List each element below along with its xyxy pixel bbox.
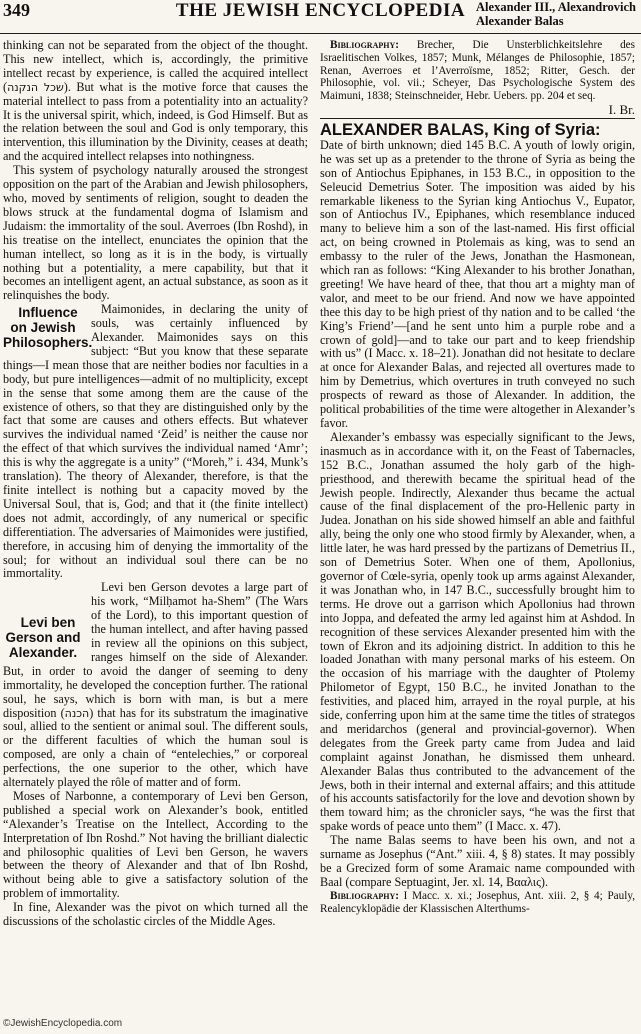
page-number: 349 <box>3 0 30 20</box>
hebrew-term: שכל הנקנה <box>7 80 64 94</box>
paragraph: In fine, Alexander was the pivot on which turned all the discussions of the scholastic circles of the Middle Ages. <box>3 900 308 929</box>
running-head-first: Alexander III., Alexandrovich <box>476 0 636 14</box>
bibliography: Bibliography: I Macc. x. xi.; Josephus, Ant. xiii. 2, § 4; Pauly, Realencyklopädie der Klassischen Alterthums- <box>320 889 635 915</box>
side-heading: Influence on Jewish Philosophers. <box>3 305 93 351</box>
page-header <box>0 0 641 34</box>
running-head-last: Alexander Balas <box>476 14 564 28</box>
side-heading: Levi ben Gerson and Alexander. <box>5 615 81 661</box>
footer-copyright: ©JewishEncyclopedia.com <box>3 1018 123 1029</box>
bibliography-label: Bibliography: <box>330 39 399 51</box>
article-title: ALEXANDER BALAS, King of Syria: <box>320 118 635 139</box>
running-head-entries <box>476 0 636 28</box>
paragraph: Influence on Jewish Philosophers. Maimonides, in declaring the unity of souls, was certainly influenced by Alexander. Maimonides says on this subject: “But you know that these separate things—I mean those that are neither bodies nor faculties in a body, but pure intelligences—admit of no multiplicity, except in the sense that some among them are the cause of the existence of others, so that they are distinguished only by the fact that some are causes and others effects. But whatever survives the individual named ‘Zeid’ is neither the cause nor the effect of that which survives the individual named ‘Amr’; this is why the aggregate is a unity” (“Moreh,” i. 434, Munk’s translation). The theory of Alexander, therefore, is that the finite intellect is nothing but a capacity moved by the Universal Soul, that is, God; and that it (the finite intellect) does not admit, accordingly, of any numerical or specific differentiation. The adversaries of Maimonides were justified, therefore, in accusing him of denying the immortality of the soul; for without an individual soul there can be no immortality. <box>3 302 308 581</box>
hebrew-term: הכנה <box>64 706 90 720</box>
paragraph: Levi ben Gerson and Alexander. Levi ben Gerson devotes a large part of his work, “Milḥamot ha-Shem” (The Wars of the Lord), to this important question of the human intellect, and after having passed in review all the opinions on this subject, ranges himself on the side of Alexander. But, in order to avoid the danger of seeming to deny immortality, he developed the conception further. The rational soul, he says, which is born with man, is but a mere disposition (הכנה) that has for its substratum the imaginative soul, allied to the sentient or animal soul. The different souls, or the different faculties of which the human soul is composed, are only a chain of “entelechies,” or corporeal perfections, the one superior to the other, which have alternately played the rôle of matter and of form. <box>3 580 308 790</box>
paragraph: Alexander’s embassy was especially significant to the Jews, inasmuch as in accordance with it, on the Feast of Tabernacles, 152 B.C., Jonathan assumed the holy garb of the high-priesthood, and therewith became the spiritual head of the Jewish people. Indirectly, Alexander thus became the actual cause of the final displacement of the pro-Hellenic party in Judea. Jonathan on his side showed himself an able and faithful ally, being the only one who stood firmly by Alexander, when, a little later, he was hard pressed by the partizans of Demetrius II., son of Demetrius Soter. When one of them, Apollonius, governor of Cœle-syria, openly took up arms against Alexander, it was Jonathan who, in 147 B.C., successfully brought him to terms. He drove out a garrison which Apollonius had thrown into Joppa, and defeated the army led against him at Ashdod. In recognition of these services Alexander presented him with the town of Ekron and its adjoining district. In addition to this he loaded Jonathan with many personal marks of his esteem. On the occasion of his marriage with the daughter of Ptolemy Philometor of Egypt, 150 B.C., he invited Jonathan to the festivities, and placed him, arrayed in the royal purple, at his side, conferring upon him at the same time the titles of strategos and meridarchos (general and provincial-governor). When delegates from the Greek party came from Judea and laid complaint against Jonathan, he dismissed them unheard. Alexander Balas thus contributed to the advancement of the Jews, both in their internal and external affairs; and this attitude of his accounts satisfactorily for the love and devotion shown by them toward him; as the chronicler says, “he was the first that spake words of peace unto them” (I Macc. x. 47). <box>320 429 635 834</box>
paragraph: Date of birth unknown; died 145 B.C. A youth of lowly origin, he was set up as a pretender to the throne of Syria as being the son of Antiochus Epiphanes, in 153 B.C., in opposition to the Seleucid Demetrius Soter. The imposition was aided by his remarkable likeness to the Syrian king Antiochus V., Eupator, son of Antiochus IV., Epiphanes, which resemblance induced many to believe him a son of the last-named. His first official act, on being crowned in Ptolemais as king, was to send an embassy to the ruler of the Jews, Jonathan the Hasmonean, which ran as follows: “King Alexander to his brother Jonathan, greeting! We have heard of thee, that thou art a mighty man of valor, and meet to be our friend. And now we have appointed thee this day to be high priest of thy nation and to be called ‘the King’s Friend’—[and he sent unto him a purple robe and a crown of gold]—and to take our part and to keep friendship with us” (I Macc. x. 18–21). Jonathan did not hesitate to declare at once for Alexander Balas, and rejected all overtures made to him by Demetrius, which overtures in truth conveyed no such prospects of reward as those of Alexander. In addition, the political probabilities of the time were altogether in Alexander’s favor. <box>320 137 635 431</box>
paragraph: The name Balas seems to have been his own, and not a surname as Josephus (“Ant.” xiii. 4, § 8) states. It may possibly be a Grecized form of some Aramaic name compounded with Baal (compare Septuagint, Jer. xl. 14, Βααλις). <box>320 833 635 889</box>
paragraph: This system of psychology naturally aroused the strongest opposition on the part of the Arabian and Jewish philosophers, who, moved by sentiments of religion, sought to deaden the blows struck at the fundamental dogma of Islamism and Judaism: the immortality of the soul. Averroes (Ibn Roshd), in his treatise on the intellect, enunciates the opinion that the human intellect, so long as it is in the body, is virtually nothing but a potentiality, a mere capability, but that it becomes an intelligent agent, an actual substance, as soon as it relinquishes the body. <box>3 163 308 303</box>
right-column <box>320 39 635 915</box>
left-column <box>3 39 308 929</box>
bibliography-label: Bibliography: <box>330 889 399 902</box>
running-title: THE JEWISH ENCYCLOPEDIA <box>175 0 466 21</box>
paragraph: Moses of Narbonne, a contemporary of Levi ben Gerson, published a special work on Alexander’s book, entitled “Alexander’s Treatise on the Intellect, According to the Interpretation of Ibn Roshd.” Not having the brilliant dialectic and philosophic qualities of Levi ben Gerson, he wavers between the theory of Alexander and that of Ibn Roshd, without being able to give a satisfactory solution of the problem of immortality. <box>3 788 308 901</box>
header-rule <box>0 33 641 34</box>
bibliography: Bibliography: Brecher, Die Unsterblichkeitslehre des Israelitischen Volkes, 1857; Munk, Mélanges de Philosophie, 1857; Renan, Averroes et l’Averroïsme, 1852; Ritter, Gesch. der Philosophie, vol. vii.; Scheyer, Das Psychologische System des Maimuni, 1838; Steinschneider, Hebr. Uebers. pp. 204 et seq. <box>320 39 635 103</box>
paragraph: thinking can not be separated from the object of the thought. This new intellect, which is, accordingly, the primitive intellect recast by experience, is called the acquired intellect (שכל הנקנה). But what is the motive force that causes the material intellect to pass from a potentiality into an actuality? It is the universal spirit, which, indeed, is God Himself. But as the relation between the soul and God is only temporary, this intervention, this illumination by the Divinity, ceases at death; and the acquired intellect relapses into nothingness. <box>3 38 308 164</box>
author-signature: I. Br. <box>608 101 635 117</box>
